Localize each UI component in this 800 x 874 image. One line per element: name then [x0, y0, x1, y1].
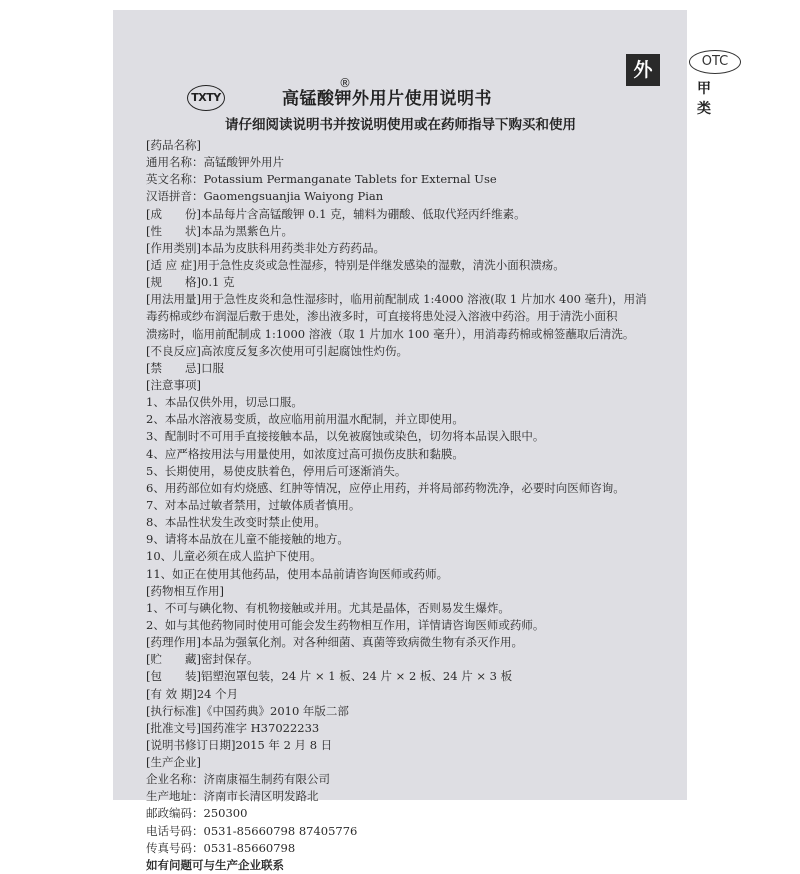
dosage-line-1: [用法用量]用于急性皮炎和急性湿疹时，临用前配制成 1:4000 溶液(取 1 片加水 400 毫升)，用消	[146, 292, 647, 307]
precaution-item: 4、应严格按用法与用量使用，如浓度过高可损伤皮肤和黏膜。	[146, 446, 464, 461]
company-logo: TXTY	[187, 85, 225, 111]
precaution-item: 9、请将本品放在儿童不能接触的地方。	[146, 532, 349, 547]
document-title: 高锰酸钾外用片使用说明书	[282, 89, 492, 109]
precautions-heading: [注意事项]	[146, 377, 201, 392]
english-name: 英文名称：Potassium Permanganate Tablets for External Use	[146, 172, 497, 187]
external-use-mark: 外	[626, 54, 660, 86]
common-name: 通用名称：高锰酸钾外用片	[146, 155, 284, 170]
precaution-item: 2、本品水溶液易变质，故应临用前用温水配制，并立即使用。	[146, 412, 464, 427]
otc-badge: OTC	[689, 50, 741, 74]
dosage-line-3: 溃疡时，临用前配制成 1:1000 溶液（取 1 片加水 100 毫升），用消毒药棉或棉签蘸取后清洗。	[146, 326, 635, 341]
registered-mark: ®	[339, 76, 351, 90]
manufacturer-address: 生产地址：济南市长清区明发路北	[146, 789, 319, 804]
section-drug-name-heading: [药品名称]	[146, 138, 201, 152]
properties: [性 状]本品为黑紫色片。	[146, 223, 293, 238]
precaution-item: 3、配制时不可用手直接接触本品，以免被腐蚀或染色，切勿将本品误入眼中。	[146, 429, 545, 444]
category: [作用类别]本品为皮肤科用药类非处方药药品。	[146, 240, 385, 255]
precaution-item: 6、用药部位如有灼烧感、红肿等情况，应停止用药，并将局部药物洗净，必要时向医师咨询。	[146, 480, 625, 495]
precaution-item: 5、长期使用，易使皮肤着色，停用后可逐渐消失。	[146, 463, 407, 478]
dosage-line-2: 毒药棉或纱布润湿后敷于患处，渗出液多时，可直接将患处浸入溶液中药浴。用于清洗小面积	[146, 309, 618, 324]
otc-class: 甲类	[697, 81, 711, 117]
contraindications: [禁 忌]口服	[146, 360, 224, 375]
manufacturer-heading: [生产企业]	[146, 755, 201, 770]
pinyin-name: 汉语拼音：Gaomengsuanjia Waiyong Pian	[146, 189, 384, 204]
standard: [执行标准]《中国药典》2010 年版二部	[146, 703, 349, 718]
manufacturer-phone: 电话号码：0531-85660798 87405776	[146, 823, 358, 838]
composition: [成 份]本品每片含高锰酸钾 0.1 克，辅料为硼酸、低取代羟丙纤维素。	[146, 206, 526, 221]
revision-date: [说明书修订日期]2015 年 2 月 8 日	[146, 737, 333, 752]
precaution-item: 11、如正在使用其他药品，使用本品前请咨询医师或药师。	[146, 566, 449, 581]
package: [包 装]铝塑泡罩包装，24 片 × 1 板、24 片 × 2 板、24 片 × 3 板	[146, 669, 513, 684]
storage: [贮 藏]密封保存。	[146, 652, 259, 667]
leaflet-body	[146, 137, 676, 874]
approval-number: [批准文号]国药准字 H37022233	[146, 720, 320, 735]
manufacturer-name: 企业名称：济南康福生制药有限公司	[146, 772, 330, 787]
pharmacology: [药理作用]本品为强氧化剂。对各种细菌、真菌等致病微生物有杀灭作用。	[146, 635, 523, 650]
precaution-item: 10、儿童必须在成人监护下使用。	[146, 549, 322, 564]
interaction-item: 1、不可与碘化物、有机物接触或并用。尤其是晶体，否则易发生爆炸。	[146, 600, 510, 615]
manufacturer-postcode: 邮政编码：250300	[146, 806, 248, 821]
precaution-item: 7、对本品过敏者禁用，过敏体质者慎用。	[146, 497, 361, 512]
indications: [适 应 症]用于急性皮炎或急性湿疹，特别是伴继发感染的湿敷，清洗小面积溃疡。	[146, 257, 565, 272]
specification: [规 格]0.1 克	[146, 275, 235, 290]
validity: [有 效 期]24 个月	[146, 686, 239, 701]
interaction-item: 2、如与其他药物同时使用可能会发生药物相互作用，详情请咨询医师或药师。	[146, 617, 545, 632]
document-subtitle: 请仔细阅读说明书并按说明使用或在药师指导下购买和使用	[225, 117, 576, 133]
adverse-reactions: [不良反应]高浓度反复多次使用可引起腐蚀性灼伤。	[146, 343, 408, 358]
precaution-item: 8、本品性状发生改变时禁止使用。	[146, 515, 326, 530]
manufacturer-fax: 传真号码：0531-85660798	[146, 840, 296, 855]
precaution-item: 1、本品仅供外用，切忌口服。	[146, 395, 303, 410]
footer-note: 如有问题可与生产企业联系	[146, 857, 284, 872]
interactions-heading: [药物相互作用]	[146, 583, 224, 598]
